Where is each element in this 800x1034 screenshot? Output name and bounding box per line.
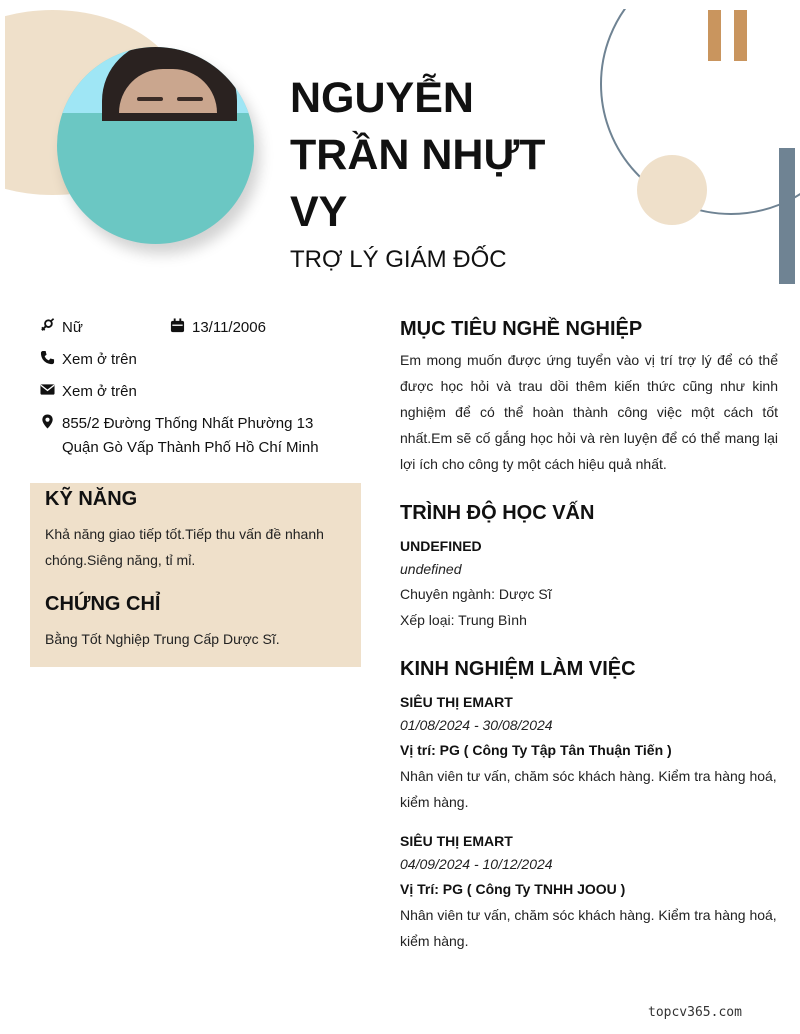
calendar-icon bbox=[170, 316, 192, 333]
experience-role: Vị Trí: PG ( Công Ty TNHH JOOU ) bbox=[400, 881, 626, 897]
avatar bbox=[57, 47, 254, 244]
objective-text: Em mong muốn được ứng tuyển vào vị trí trợ lý để có thể được học hỏi và trau dồi thêm kiến thức cũng như kinh nghiệm để có thể hoàn thành công việc một cách tốt nhất.Em sẽ cố gắng học hỏi và rèn luyện để có thể mang lại lợi ích cho công ty một cách hiệu quả nhất. bbox=[400, 352, 778, 472]
experience-period: 01/08/2024 - 30/08/2024 bbox=[400, 717, 553, 733]
certificates-title: CHỨNG CHỈ bbox=[45, 593, 161, 615]
avatar-photo-detail bbox=[177, 97, 203, 101]
email-icon bbox=[40, 380, 62, 397]
gender-value: Nữ bbox=[62, 319, 83, 336]
education-period: undefined bbox=[400, 561, 462, 577]
name-line: TRẦN NHỰT bbox=[290, 131, 546, 179]
experience-desc: Nhân viên tư vấn, chăm sóc khách hàng. Kiểm tra hàng hoá, kiểm hàng. bbox=[400, 907, 777, 949]
contact-dob bbox=[170, 316, 266, 340]
decor-bar bbox=[708, 10, 721, 61]
candidate-name bbox=[290, 70, 560, 241]
skills-title: KỸ NĂNG bbox=[45, 488, 138, 510]
experience-company: SIÊU THỊ EMART bbox=[400, 833, 513, 849]
skills-text: Khả năng giao tiếp tốt.Tiếp thu vấn đề nhanh chóng.Siêng năng, tỉ mỉ. bbox=[45, 526, 324, 568]
contact-address bbox=[40, 412, 319, 460]
address-line: 855/2 Đường Thống Nhất Phường 13 bbox=[62, 415, 314, 432]
contact-gender bbox=[40, 316, 83, 340]
gender-icon bbox=[40, 316, 62, 333]
decor-side-bar bbox=[779, 148, 795, 284]
job-position: TRỢ LÝ GIÁM ĐỐC bbox=[290, 246, 507, 273]
education-major: Chuyên ngành: Dược Sĩ bbox=[400, 586, 552, 602]
education-title: TRÌNH ĐỘ HỌC VẤN bbox=[400, 502, 595, 524]
avatar-photo-detail bbox=[137, 97, 163, 101]
location-icon bbox=[40, 412, 62, 429]
experience-company: SIÊU THỊ EMART bbox=[400, 694, 513, 710]
address-line: Quận Gò Vấp Thành Phố Hồ Chí Minh bbox=[62, 439, 319, 456]
name-line: VY bbox=[290, 188, 348, 236]
phone-value: Xem ở trên bbox=[62, 351, 137, 368]
education-rank: Xếp loại: Trung Bình bbox=[400, 612, 527, 628]
contact-email bbox=[40, 380, 137, 404]
education-school: UNDEFINED bbox=[400, 538, 482, 554]
experience-role: Vị trí: PG ( Công Ty Tập Tân Thuận Tiến ) bbox=[400, 742, 672, 758]
objective-title: MỤC TIÊU NGHỀ NGHIỆP bbox=[400, 318, 643, 340]
address-value bbox=[62, 412, 319, 460]
name-line: NGUYỄN bbox=[290, 74, 474, 122]
watermark: topcv365.com bbox=[648, 1005, 742, 1020]
experience-desc: Nhân viên tư vấn, chăm sóc khách hàng. Kiểm tra hàng hoá, kiểm hàng. bbox=[400, 768, 777, 810]
decor-beige-dot bbox=[637, 155, 707, 225]
phone-icon bbox=[40, 348, 62, 365]
contact-phone bbox=[40, 348, 137, 372]
email-value: Xem ở trên bbox=[62, 383, 137, 400]
experience-title: KINH NGHIỆM LÀM VIỆC bbox=[400, 658, 636, 680]
decor-bar bbox=[734, 10, 747, 61]
certificates-text: Bằng Tốt Nghiệp Trung Cấp Dược Sĩ. bbox=[45, 631, 280, 647]
dob-value: 13/11/2006 bbox=[192, 319, 266, 336]
experience-period: 04/09/2024 - 10/12/2024 bbox=[400, 856, 553, 872]
